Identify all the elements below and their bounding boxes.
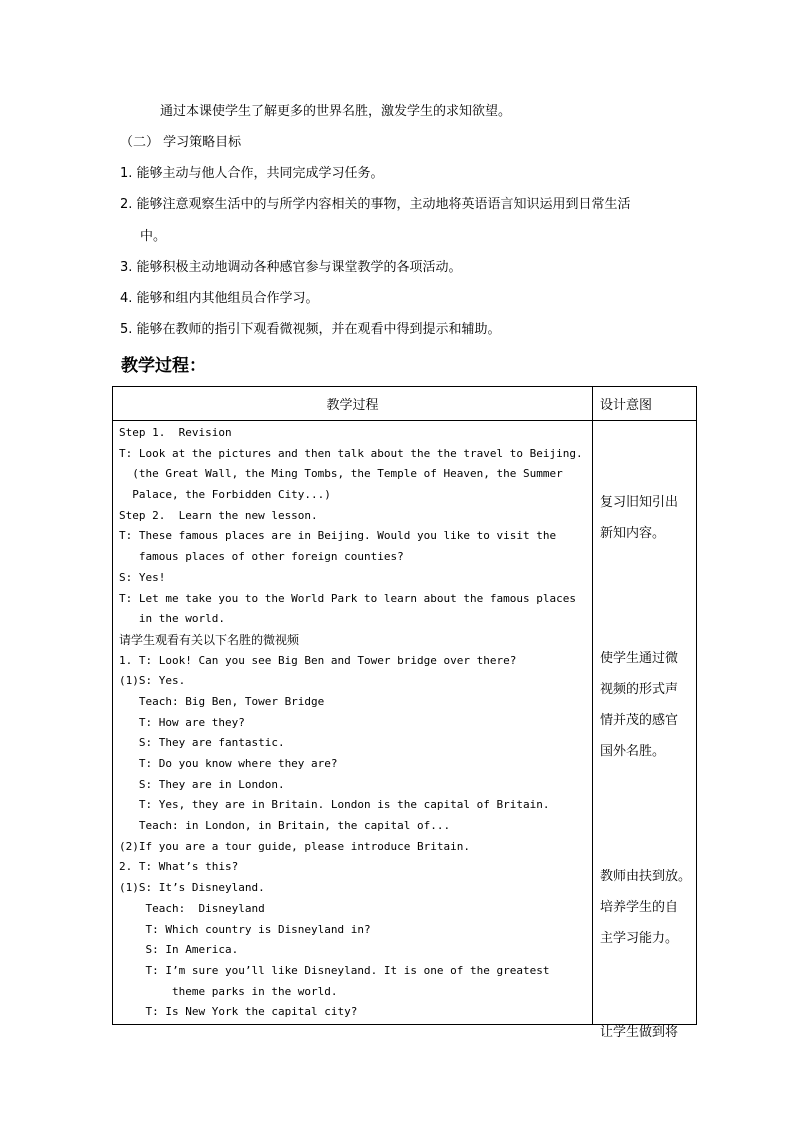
intent-note: 教师由扶到放。 [600, 869, 692, 884]
process-line: Step 1. Revision [119, 426, 232, 439]
process-line: famous places of other foreign counties? [119, 550, 404, 564]
process-line: T: These famous places are in Beijing. Would you like to visit the [119, 529, 557, 543]
process-line: T: Let me take you to the World Park to learn about the famous places [119, 591, 576, 605]
process-line: T: Do you know where they are? [119, 757, 338, 770]
objective-item-5: 5. 能够在教师的指引下观看微视频，并在观看中得到提示和辅助。 [120, 322, 501, 337]
process-line: T: Is New York the capital city? [119, 1005, 358, 1019]
process-line: T: Yes, they are in Britain. London is the capital of Britain. [119, 798, 550, 812]
process-line: (1)S: It’s Disneyland. [119, 881, 265, 895]
objective-item-2-cont: 中。 [140, 229, 167, 244]
objective-item-3: 3. 能够积极主动地调动各种感官参与课堂教学的各项活动。 [120, 260, 462, 275]
intent-note: 视频的形式声 [600, 682, 679, 697]
process-line: S: In America. [119, 943, 239, 957]
objective-item-2: 2. 能够注意观察生活中的与所学内容相关的事物，主动地将英语语言知识运用到日常生活 [120, 197, 631, 212]
process-line: (1)S: Yes. [119, 674, 186, 688]
intent-note: 复习旧知引出 [600, 495, 679, 510]
process-line: S: Yes! [119, 570, 166, 584]
intent-note: 国外名胜。 [600, 744, 666, 759]
intro-paragraph: 通过本课使学生了解更多的世界名胜，激发学生的求知欲望。 [160, 104, 512, 119]
process-line: (the Great Wall, the Ming Tombs, the Temple of Heaven, the Summer [119, 467, 563, 481]
process-line: 请学生观看有关以下名胜的微视频 [119, 632, 300, 647]
process-line: Palace, the Forbidden City...) [119, 488, 331, 502]
process-line: T: I’m sure you’ll like Disneyland. It is one of the greatest [119, 963, 550, 977]
intent-note: 新知内容。 [600, 526, 666, 541]
process-heading: 教学过程： [121, 356, 206, 376]
process-line: Teach: Disneyland [119, 901, 265, 915]
process-line: T: Which country is Disneyland in? [119, 922, 371, 936]
process-line: Teach: Big Ben, Tower Bridge [119, 694, 325, 708]
process-line: S: They are in London. [119, 777, 285, 791]
intent-note: 使学生通过微 [600, 651, 679, 666]
process-line: 2. T: What’s this? [119, 860, 239, 874]
intent-note: 主学习能力。 [600, 931, 679, 946]
intent-note: 培养学生的自 [600, 900, 679, 915]
table-header-row [113, 387, 697, 421]
table-body-row [113, 421, 697, 1025]
process-line: (2)If you are a tour guide, please introduce Britain. [119, 839, 470, 853]
intent-note: 情并茂的感官 [600, 713, 679, 728]
process-line: in the world. [119, 612, 225, 626]
intent-cell: 复习旧知引出 新知内容。 使学生通过微 视频的形式声 情并茂的感官 国外名胜。 教师由扶到放。 培养学生的自 主学习能力。 让学生做到将 [593, 421, 697, 1025]
column-header-process: 教学过程 [113, 387, 593, 421]
process-line: S: They are fantastic. [119, 736, 285, 750]
process-line: Step 2. Learn the new lesson. [119, 508, 318, 522]
objective-item-4: 4. 能够和组内其他组员合作学习。 [120, 291, 319, 306]
process-lines [113, 421, 592, 1023]
process-line: theme parks in the world. [119, 984, 338, 998]
process-cell [113, 421, 593, 1025]
objective-item-1: 1. 能够主动与他人合作，共同完成学习任务。 [120, 166, 384, 181]
process-line: Teach: in London, in Britain, the capital of... [119, 819, 451, 833]
section-title: （二） 学习策略目标 [120, 135, 242, 150]
teaching-process-table [112, 386, 697, 1040]
column-header-intent: 设计意图 [593, 387, 697, 421]
process-line: T: How are they? [119, 715, 245, 729]
process-line: 1. T: Look! Can you see Big Ben and Tower bridge over there? [119, 653, 517, 667]
process-line: T: Look at the pictures and then talk about the the travel to Beijing. [119, 446, 583, 460]
